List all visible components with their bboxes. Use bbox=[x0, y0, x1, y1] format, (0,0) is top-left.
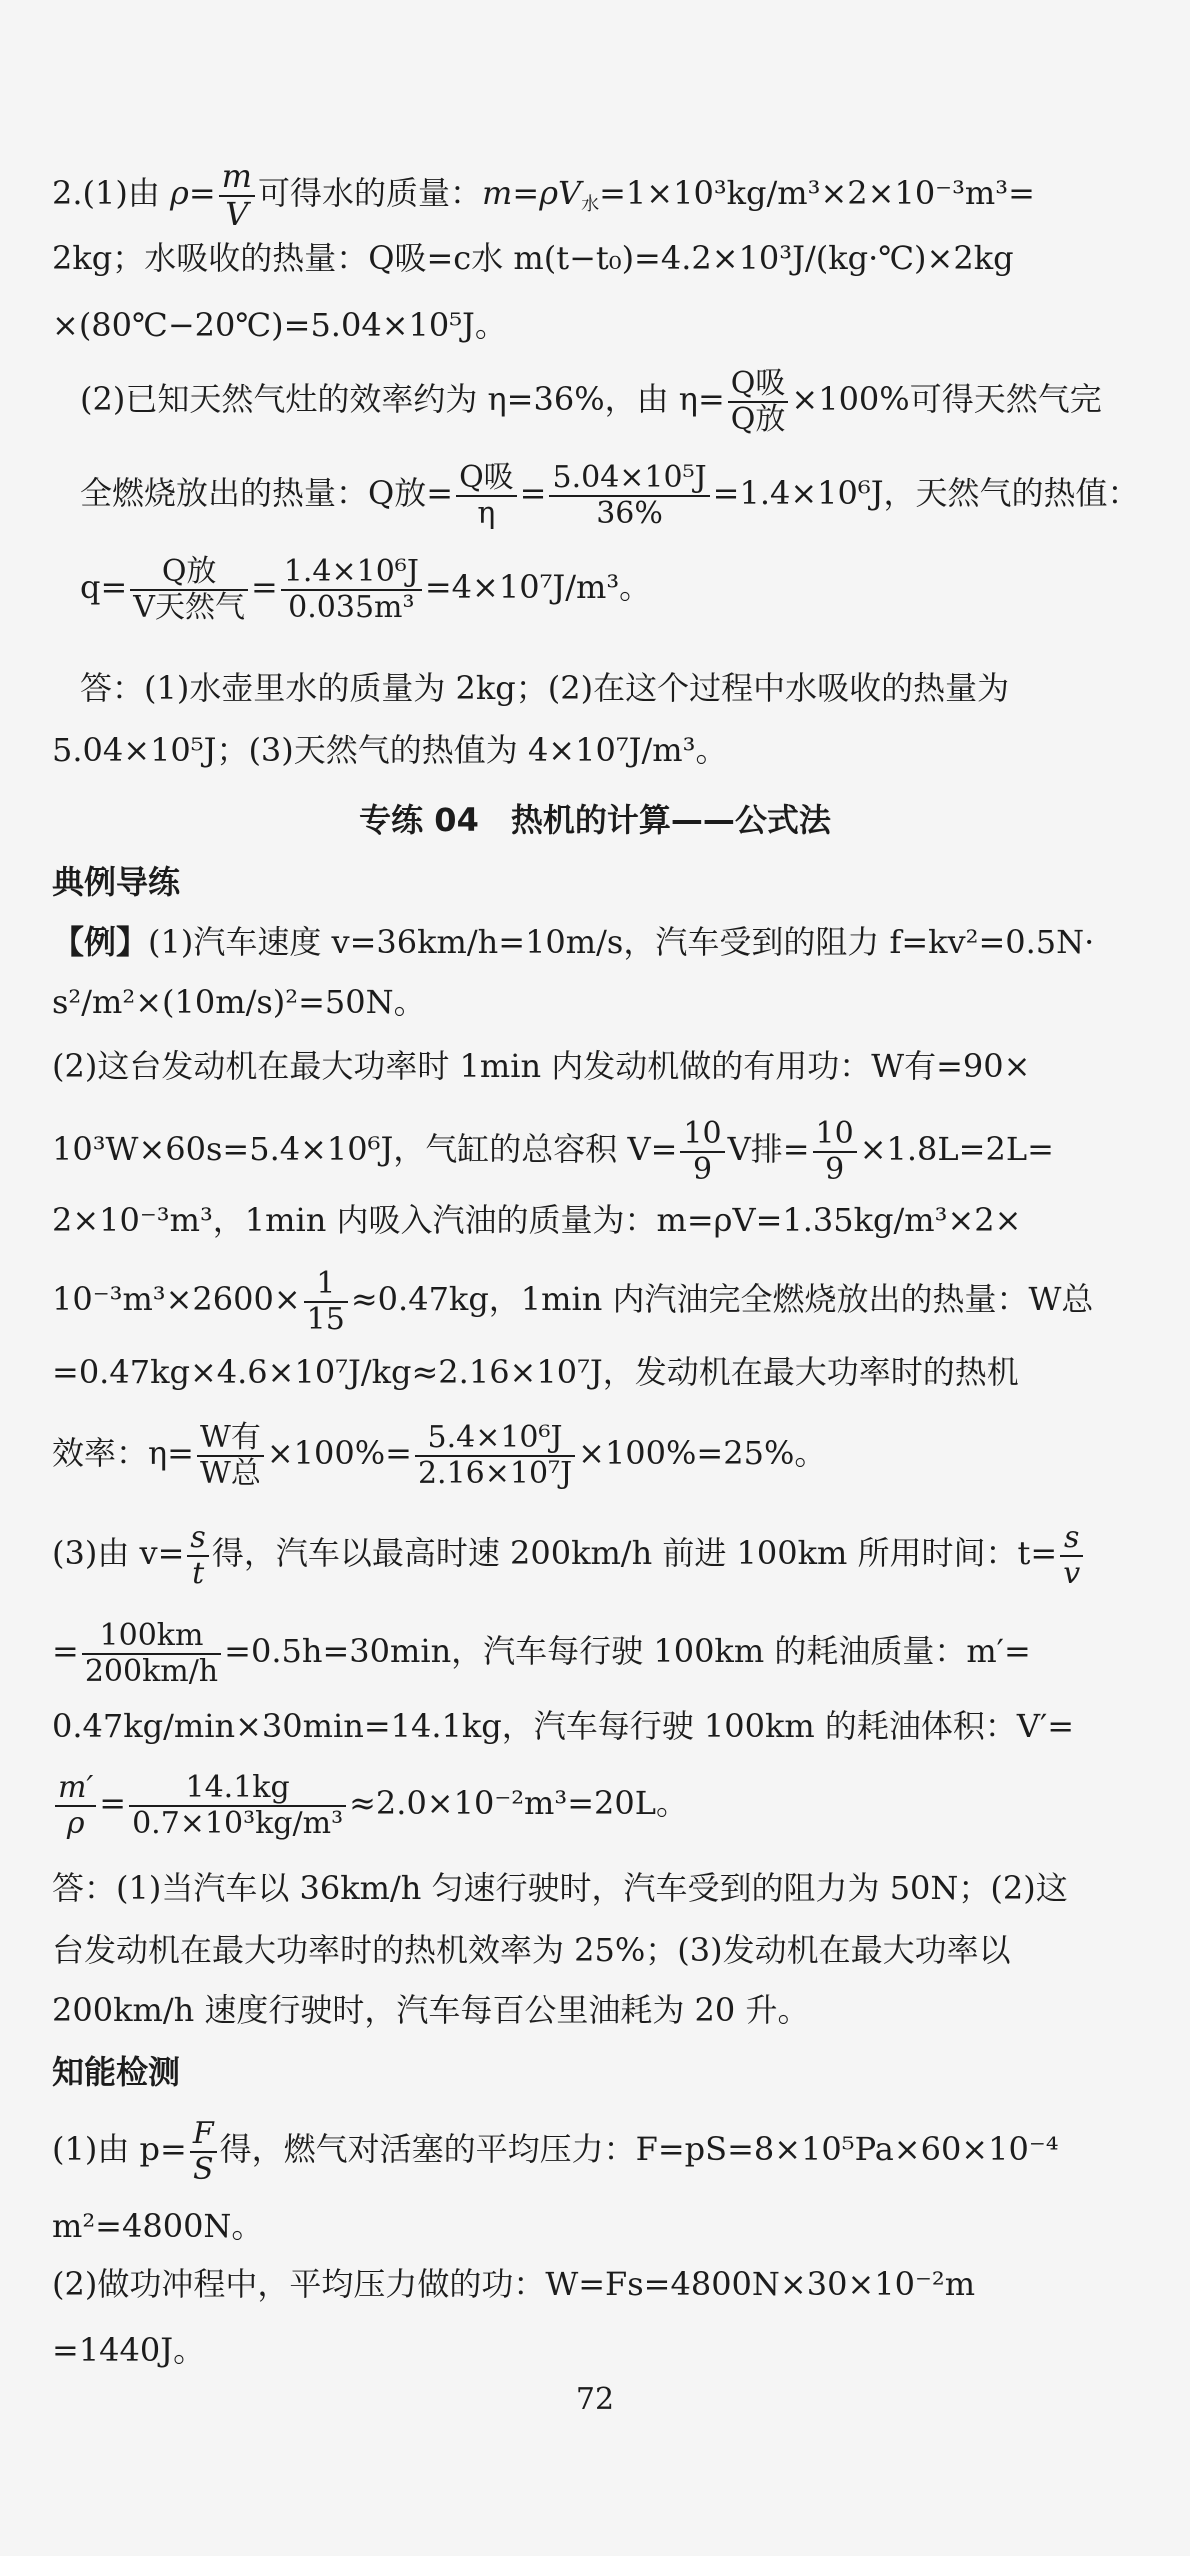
example-heading: 典例导练 bbox=[52, 863, 181, 901]
example-p3c: 0.47kg/min×30min=14.1kg，汽车每行驶 100km 的耗油体积：V′= bbox=[52, 1707, 1075, 1745]
p2-answer-line2: 5.04×10⁵J；(3)天然气的热值为 4×10⁷J/m³。 bbox=[52, 731, 728, 769]
example-p2f: 效率：η= $\frac{\text{W有}}{\text{W总}}$ ×100%= $\frac{\text{5.4×10⁶J}}{\text{2.16×10⁷J}}$ ×100%=25%。 bbox=[52, 1420, 827, 1491]
fraction-f-over-s: $\frac{F}{S}$ bbox=[190, 2118, 217, 2185]
example-p2e: =0.47kg×4.6×10⁷J/kg≈2.16×10⁷J，发动机在最大功率时的热机 bbox=[52, 1353, 1019, 1391]
fraction-heat-over-volume: $\frac{\text{1.4×10⁶J}}{\text{0.035m³}}$ bbox=[281, 556, 422, 623]
check-c1: (1)由 p= $\frac{F}{S}$ 得，燃气对活塞的平均压力：F=pS=8×10⁵Pa×60×10⁻⁴ bbox=[52, 2116, 1059, 2187]
fraction-qfang-over-v: $\frac{\text{Q放}}{\text{V天然气}}$ bbox=[130, 556, 248, 623]
example-p1b: s²/m²×(10m/s)²=50N。 bbox=[52, 983, 426, 1021]
page-number: 72 bbox=[575, 2382, 615, 2417]
example-p2b: 10³W×60s=5.4×10⁶J，气缸的总容积 V= $\frac{10}{9}$ V排= $\frac{10}{9}$ ×1.8L=2L= bbox=[52, 1116, 1054, 1187]
fraction-s-over-v: $\frac{s}{v}$ bbox=[1060, 1522, 1083, 1589]
fraction-ten-over-nine-2: $\frac{10}{9}$ bbox=[813, 1118, 857, 1185]
check-c1b: m²=4800N。 bbox=[52, 2207, 264, 2245]
fraction-wyou-over-wzong: $\frac{\text{W有}}{\text{W总}}$ bbox=[197, 1422, 264, 1489]
fraction-mass-over-density: $\frac{14.1kg}{\text{0.7×10³kg/m³}}$ bbox=[129, 1772, 346, 1839]
fraction-efficiency-values: $\frac{\text{5.4×10⁶J}}{\text{2.16×10⁷J}}$ bbox=[415, 1422, 575, 1489]
p2-line6: q= $\frac{\text{Q放}}{\text{V天然气}}$ = $\frac{\text{1.4×10⁶J}}{\text{0.035m³}}$ =4×10⁷J/m³。 bbox=[80, 554, 652, 625]
example-p2a: (2)这台发动机在最大功率时 1min 内发动机做的有用功：W有=90× bbox=[52, 1047, 1031, 1085]
check-c2a: (2)做功冲程中，平均压力做的功：W=Fs=4800N×30×10⁻²m bbox=[52, 2265, 976, 2303]
example-p2d: 10⁻³m³×2600× $\frac{1}{15}$ ≈0.47kg，1min 内汽油完全燃烧放出的热量：W总 bbox=[52, 1266, 1094, 1337]
fraction-m-over-V: $\frac{m}{V}$ bbox=[219, 160, 255, 231]
fraction-qxi-over-qfang: $\frac{\text{Q吸}}{\text{Q放}}$ bbox=[728, 368, 789, 435]
fraction-qxi-over-eta: $\frac{\text{Q吸}}{\eta}$ bbox=[456, 462, 517, 529]
fraction-distance-over-speed: $\frac{100km}{200km/h}$ bbox=[82, 1620, 221, 1687]
example-p3b: = $\frac{100km}{200km/h}$ =0.5h=30min，汽车每行驶 100km 的耗油质量：m′= bbox=[52, 1618, 1031, 1689]
fraction-s-over-t: $\frac{s}{t}$ bbox=[187, 1522, 208, 1589]
example-p2c: 2×10⁻³m³，1min 内吸入汽油的质量为：m=ρV=1.35kg/m³×2× bbox=[52, 1201, 1022, 1239]
p2-line1: 2.(1)由 ρ= $\frac{m}{V}$ 可得水的质量：$m=\rho V_水=1\times 10^3kg/m^3\times 2\times 10^{-3}m^3=$ bbox=[52, 157, 1035, 233]
example-p1a: 【例】(1)汽车速度 v=36km/h=10m/s，汽车受到的阻力 f=kv²=0.5N· bbox=[52, 923, 1095, 961]
example-answer-line3: 200km/h 速度行驶时，汽车每百公里油耗为 20 升。 bbox=[52, 1991, 810, 2029]
example-answer-line2: 台发动机在最大功率时的热机效率为 25%；(3)发动机在最大功率以 bbox=[52, 1931, 1011, 1969]
check-heading: 知能检测 bbox=[52, 2053, 181, 2091]
p2-answer-line1: 答：(1)水壶里水的质量为 2kg；(2)在这个过程中水吸收的热量为 bbox=[80, 669, 1010, 707]
p2-line3: ×(80℃−20℃)=5.04×10⁵J。 bbox=[52, 306, 507, 344]
fraction-ten-over-nine-1: $\frac{10}{9}$ bbox=[680, 1118, 724, 1185]
p2-line4: (2)已知天然气灶的效率约为 η=36%，由 η= $\frac{\text{Q吸}}{\text{Q放}}$ ×100%可得天然气完 bbox=[80, 366, 1102, 437]
p2-line2: 2kg；水吸收的热量：Q吸=c水 m(t−t₀)=4.2×10³J/(kg·℃)×2kg bbox=[52, 239, 1014, 277]
section-title: 专练 04 热机的计算——公式法 bbox=[359, 801, 831, 839]
fraction-heat-value: $\frac{\text{5.04×10⁵J}}{36\%}$ bbox=[549, 462, 709, 529]
example-answer-line1: 答：(1)当汽车以 36km/h 匀速行驶时，汽车受到的阻力为 50N；(2)这 bbox=[52, 1869, 1068, 1907]
example-p3a: (3)由 v= $\frac{s}{t}$ 得，汽车以最高时速 200km/h 前进 100km 所用时间：t= $\frac{s}{v}$ bbox=[52, 1522, 1120, 1589]
fraction-mprime-over-rho: $\frac{m'}{\rho}$ bbox=[55, 1772, 96, 1839]
p2-line5: 全燃烧放出的热量：Q放= $\frac{\text{Q吸}}{\eta}$ = $\frac{\text{5.04×10⁵J}}{36\%}$ =1.4×10⁶J，天然气的热值： bbox=[80, 460, 1140, 531]
fraction-one-over-fifteen: $\frac{1}{15}$ bbox=[304, 1268, 348, 1335]
example-p3d: $\frac{m'}{\rho}$ = $\frac{14.1kg}{\text{0.7×10³kg/m³}}$ ≈2.0×10⁻²m³=20L。 bbox=[52, 1772, 1120, 1839]
check-c2b: =1440J。 bbox=[52, 2331, 206, 2369]
